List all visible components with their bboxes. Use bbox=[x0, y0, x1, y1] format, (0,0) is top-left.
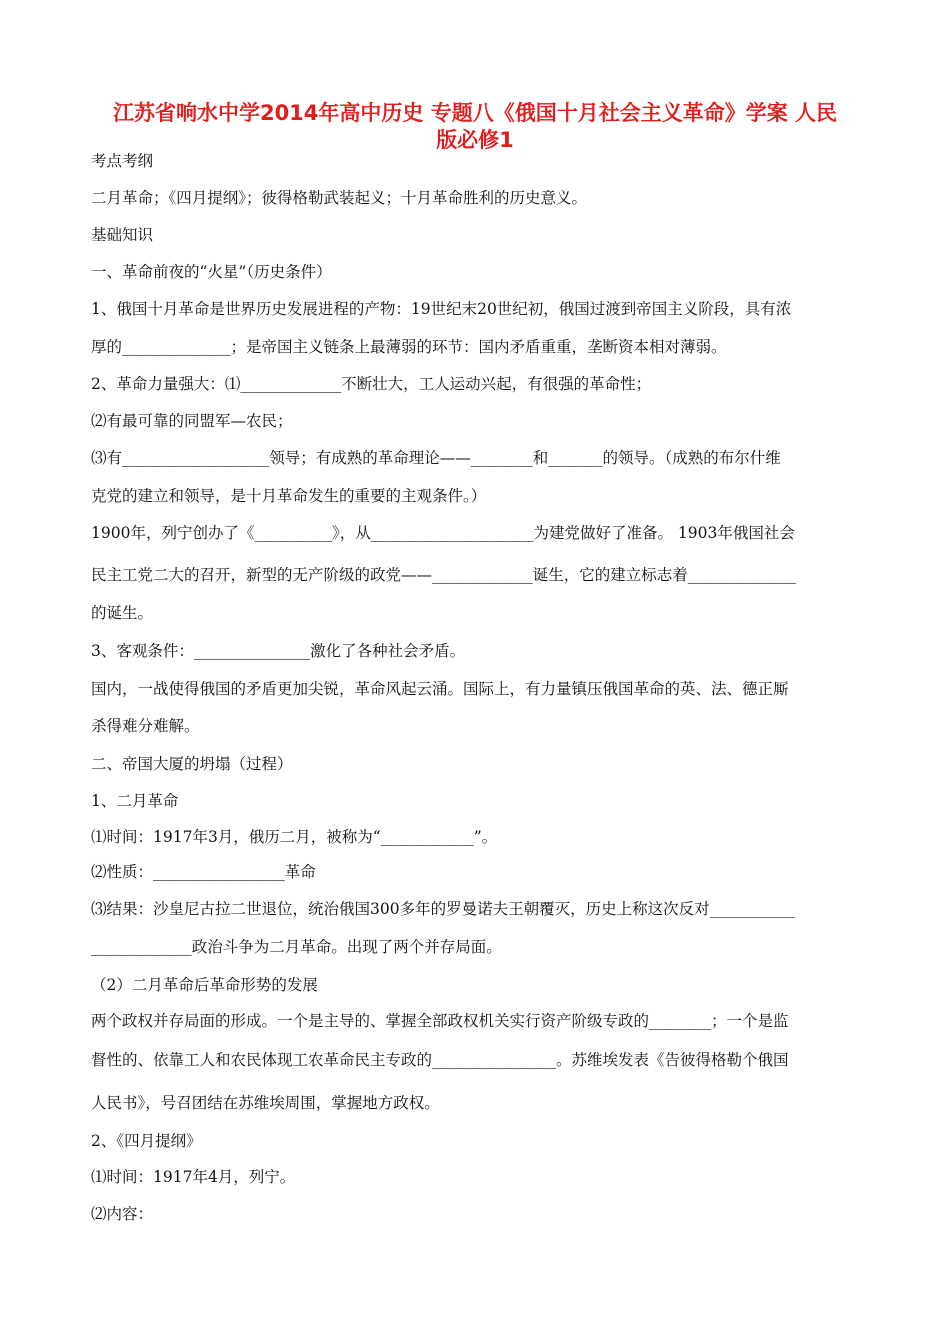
section-heading-basics: 基础知识 bbox=[91, 226, 154, 244]
document-title bbox=[80, 100, 870, 154]
section-heading: 二、帝国大厦的坍塌（过程） bbox=[91, 755, 293, 773]
paragraph-line: 1900年，列宁创办了《__________》，从_____________________为建党做好了准备。 1903年俄国社会 bbox=[91, 524, 795, 542]
paragraph-line: ⑴时间：1917年4月，列宁。 bbox=[91, 1168, 296, 1186]
paragraph-line: 1、俄国十月革命是世界历史发展进程的产物：19世纪末20世纪初，俄国过渡到帝国主义阶段，具有浓 bbox=[91, 300, 792, 318]
paragraph-line: ⑴时间：1917年3月，俄历二月，被称为“____________”。 bbox=[91, 828, 498, 846]
paragraph-line: 3、客观条件：_______________激化了各种社会矛盾。 bbox=[91, 642, 466, 660]
title-line-1: 江苏省响水中学2014年高中历史 专题八《俄国十月社会主义革命》学案 人民 bbox=[112, 101, 838, 125]
paragraph-line: 克党的建立和领导，是十月革命发生的重要的主观条件。） bbox=[91, 487, 487, 505]
section-heading: 一、革命前夜的“火星”（历史条件） bbox=[91, 263, 332, 281]
section-heading-outline: 考点考纲 bbox=[91, 152, 154, 170]
paragraph-line: 国内，一战使得俄国的矛盾更加尖锐，革命风起云涌。国际上，有力量镇压俄国革命的英、法、德正厮 bbox=[91, 680, 789, 698]
subsection-heading: 2、《四月提纲》 bbox=[91, 1132, 202, 1150]
paragraph-line: 两个政权并存局面的形成。一个是主导的、掌握全部政权机关实行资产阶级专政的________；一个是监 bbox=[91, 1012, 789, 1030]
paragraph-line: 杀得难分难解。 bbox=[91, 717, 200, 735]
paragraph-line: 二月革命；《四月提纲》；彼得格勒武装起义；十月革命胜利的历史意义。 bbox=[91, 189, 588, 207]
paragraph-line: _____________政治斗争为二月革命。出现了两个并存局面。 bbox=[91, 938, 502, 956]
paragraph-line: 民主工党二大的召开，新型的无产阶级的政党——_____________诞生，它的建立标志着______________ bbox=[91, 566, 797, 584]
subsection-heading: （2）二月革命后革命形势的发展 bbox=[91, 976, 318, 994]
paragraph-line: ⑵性质：_________________革命 bbox=[91, 863, 316, 881]
paragraph-line: ⑵有最可靠的同盟军—农民； bbox=[91, 412, 293, 430]
paragraph-line: 厚的______________；是帝国主义链条上最薄弱的环节：国内矛盾重重，垄断资本相对薄弱。 bbox=[91, 338, 727, 356]
paragraph-line: 的诞生。 bbox=[91, 604, 154, 622]
paragraph-line: 2、革命力量强大：⑴_____________不断壮大，工人运动兴起，有很强的革命性； bbox=[91, 375, 652, 393]
paragraph-line: 督性的、依靠工人和农民体现工农革命民主专政的________________。苏维埃发表《告彼得格勒个俄国 bbox=[91, 1051, 789, 1069]
title-line-2: 版必修1 bbox=[436, 128, 514, 152]
paragraph-line: ⑵内容： bbox=[91, 1205, 154, 1223]
subsection-heading: 1、二月革命 bbox=[91, 792, 179, 810]
paragraph-line: ⑶有___________________领导；有成熟的革命理论——________和_______的领导。（成熟的布尔什维 bbox=[91, 449, 781, 467]
paragraph-line: ⑶结果：沙皇尼古拉二世退位，统治俄国300多年的罗曼诺夫王朝覆灭，历史上称这次反对___________ bbox=[91, 900, 795, 918]
paragraph-line: 人民书》，号召团结在苏维埃周围，掌握地方政权。 bbox=[91, 1094, 440, 1112]
